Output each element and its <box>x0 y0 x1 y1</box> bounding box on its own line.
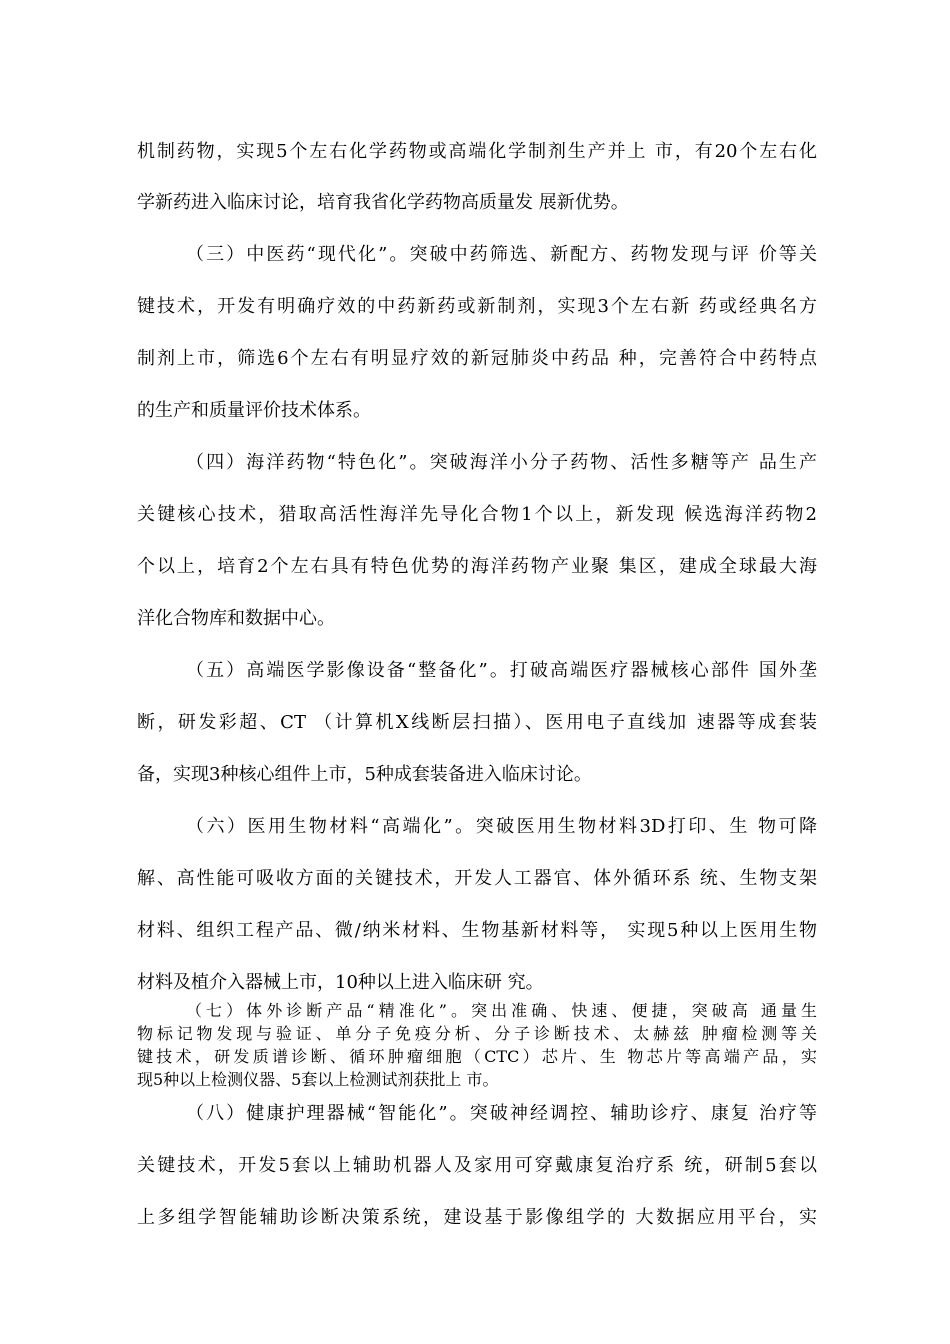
text-line: 现5种以上检测仪器、5套以上检测试剂获批上 市。 <box>137 1070 499 1089</box>
paragraph-heading-line: （六）医用生物材料“高端化”。突破医用生物材料3D打印、生 物可降 <box>186 816 817 837</box>
paragraph-heading-line: （四）海洋药物“特色化”。突破海洋小分子药物、活性多糖等产 品生产 <box>186 452 817 473</box>
text-line: 机制药物，实现5个左右化学药物或高端化学制剂生产并上 市，有20个左右化 <box>137 141 817 162</box>
text-line: 物标记物发现与验证、单分子免疫分析、分子诊断技术、太赫兹 肿瘤检测等关 <box>137 1024 817 1043</box>
text-line: 制剂上市，筛选6个左右有明显疗效的新冠肺炎中药品 种，完善符合中药特点 <box>137 348 817 369</box>
text-line: 洋化合物库和数据中心。 <box>137 608 335 629</box>
text-line: 上多组学智能辅助诊断决策系统，建设基于影像组学的 大数据应用平台，实 <box>137 1207 817 1228</box>
text-line: 的生产和质量评价技术体系。 <box>137 400 371 421</box>
paragraph-heading-line: （五）高端医学影像设备“整备化”。打破高端医疗器械核心部件 国外垄 <box>186 660 817 681</box>
text-line: 备，实现3种核心组件上市，5种成套装备进入临床讨论。 <box>137 764 592 785</box>
text-line: 学新药进入临床讨论，培育我省化学药物高质量发 展新优势。 <box>137 192 629 213</box>
paragraph-heading-line: （七）体外诊断产品“精准化”。突出准确、快速、便捷，突破高 通量生 <box>186 1001 817 1020</box>
text-line: 解、高性能可吸收方面的关键技术，开发人工器官、体外循环系 统、生物支架 <box>137 868 817 889</box>
paragraph-heading-line: （八）健康护理器械“智能化”。突破神经调控、辅助诊疗、康复 治疗等 <box>186 1103 817 1124</box>
paragraph-heading-line: （三）中医药“现代化”。突破中药筛选、新配方、药物发现与评 价等关 <box>186 244 817 265</box>
text-line: 断，研发彩超、CT （计算机X线断层扫描）、医用电子直线加 速器等成套装 <box>137 712 817 733</box>
text-line: 个以上，培育2个左右具有特色优势的海洋药物产业聚 集区，建成全球最大海 <box>137 556 817 577</box>
text-line: 关键技术，开发5套以上辅助机器人及家用可穿戴康复治疗系 统，研制5套以 <box>137 1155 817 1176</box>
text-line: 键技术，开发有明确疗效的中药新药或新制剂，实现3个左右新 药或经典名方 <box>137 296 817 317</box>
text-line: 键技术，研发质谱诊断、循环肿瘤细胞（CTC）芯片、生 物芯片等高端产品，实 <box>137 1047 817 1066</box>
text-line: 材料及植介入器械上市，10种以上进入临床研 究。 <box>137 972 544 993</box>
text-line: 材料、组织工程产品、微/纳米材料、生物基新材料等， 实现5种以上医用生物 <box>137 920 817 941</box>
text-line: 关键核心技术，猎取高活性海洋先导化合物1个以上，新发现 候选海洋药物2 <box>137 504 817 525</box>
